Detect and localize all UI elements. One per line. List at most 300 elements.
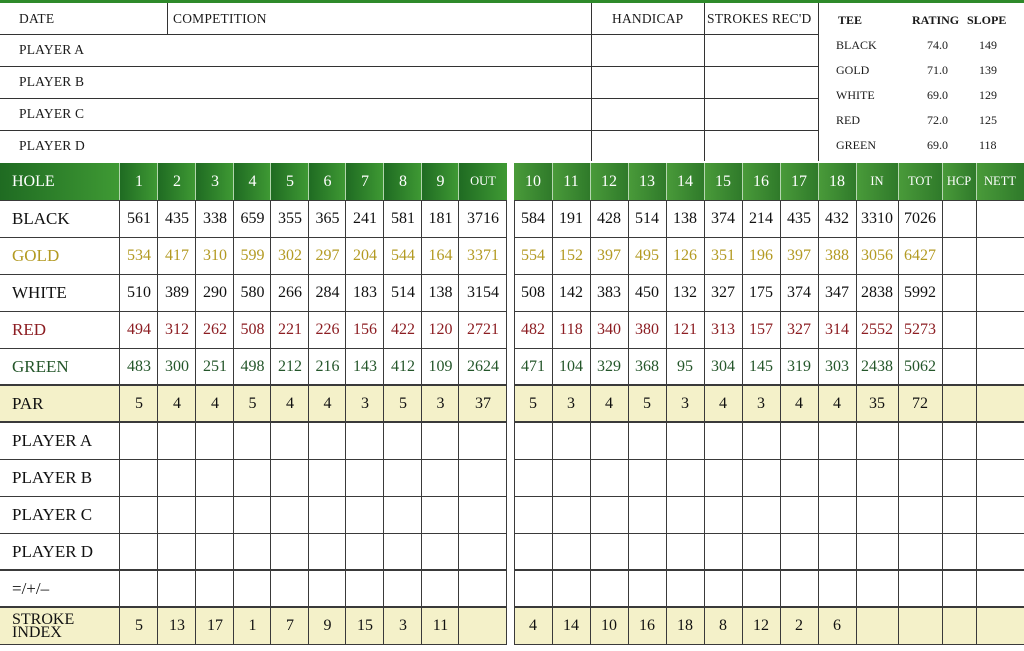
par-cell: 3 [666,385,704,422]
grid-line [0,348,507,349]
stroke-index-cell: 13 [158,607,196,644]
rating-row-tee: BLACK [836,38,877,52]
par-cell: 4 [590,385,628,422]
yardage-cell: 191 [559,209,583,227]
yardage-cell: 314 [825,320,849,338]
yardage-cell: 181 [428,209,453,227]
score-entry-cell[interactable] [459,422,507,459]
match-result-cell[interactable] [459,570,507,607]
score-entry-cell[interactable] [459,459,507,496]
score-entry-cell[interactable] [704,533,742,570]
rating-row-tee: WHITE [836,88,875,102]
tot-total-cell: 5273 [904,320,936,338]
yardage-cell: 514 [635,209,659,227]
score-entry-cell[interactable] [898,422,942,459]
score-entry-cell[interactable] [271,422,309,459]
hole-number-header: 10 [514,163,552,200]
strokes-received-label: STROKES REC'D [707,11,812,26]
score-entry-cell[interactable] [742,533,780,570]
stroke-index-cell: 15 [346,607,384,644]
score-entry-cell[interactable] [704,496,742,533]
score-entry-cell[interactable] [818,496,856,533]
score-entry-cell[interactable] [309,422,346,459]
hcp-cell [942,237,976,274]
score-entry-cell[interactable] [384,422,422,459]
score-entry-cell[interactable] [514,422,552,459]
match-result-cell[interactable] [976,570,1024,607]
player-row-label: PLAYER A [12,430,93,450]
par-cell: 5 [120,385,158,422]
nett-cell [976,200,1024,237]
par-out-cell: 37 [459,385,507,422]
grid-line [458,200,459,644]
tee-row-label: GOLD [12,245,60,265]
yardage-cell: 143 [353,357,377,375]
score-entry-cell[interactable] [704,422,742,459]
yardage-cell: 482 [521,320,545,338]
header-separator [590,163,591,200]
match-result-cell[interactable] [590,570,628,607]
yardage-cell: 544 [391,246,415,264]
scorecard-header [0,3,1024,161]
header-separator [704,163,705,200]
score-entry-cell[interactable] [309,459,346,496]
rating-row-rating: 72.0 [927,113,948,127]
match-result-cell[interactable] [780,570,818,607]
score-entry-cell[interactable] [514,496,552,533]
par-cell: 4 [158,385,196,422]
score-entry-cell[interactable] [158,533,196,570]
rating-row-slope: 129 [979,88,997,102]
score-entry-cell[interactable] [856,496,898,533]
header-separator [308,163,309,200]
score-entry-cell[interactable] [666,459,704,496]
stroke-index-cell: 6 [818,607,856,644]
score-entry-cell[interactable] [196,422,234,459]
header-separator [233,163,234,200]
match-result-cell[interactable] [234,570,271,607]
out-total-cell: 3154 [467,283,499,301]
player-row-label: PLAYER D [12,541,94,561]
nett-cell [976,348,1024,385]
match-result-cell[interactable] [666,570,704,607]
grid-line [421,200,422,644]
yardage-cell: 347 [825,283,849,301]
yardage-cell: 397 [597,246,621,264]
score-entry-cell[interactable] [384,496,422,533]
score-entry-cell[interactable] [780,496,818,533]
score-entry-cell[interactable] [780,459,818,496]
grid-line [818,200,819,644]
yardage-cell: 310 [203,246,227,264]
tot-total-cell: 5992 [904,283,936,301]
in-total-cell: 2552 [861,320,893,338]
score-entry-cell[interactable] [942,533,976,570]
match-result-cell[interactable] [942,570,976,607]
yardage-cell: 428 [597,209,621,227]
yardage-cell: 126 [673,246,697,264]
score-entry-cell[interactable] [818,422,856,459]
match-result-cell[interactable] [120,570,158,607]
score-entry-cell[interactable] [422,459,459,496]
score-entry-cell[interactable] [384,533,422,570]
stroke-index-cell: 3 [384,607,422,644]
score-entry-cell[interactable] [942,422,976,459]
yardage-cell: 388 [825,246,849,264]
match-result-cell[interactable] [552,570,590,607]
hole-number-header: 16 [742,163,780,200]
score-entry-cell[interactable] [158,422,196,459]
hole-number-header: 15 [704,163,742,200]
match-result-cell[interactable] [898,570,942,607]
score-entry-cell[interactable] [704,459,742,496]
yardage-cell: 389 [165,283,189,301]
score-entry-cell[interactable] [942,459,976,496]
yardage-cell: 581 [391,209,415,227]
score-entry-cell[interactable] [309,533,346,570]
match-result-cell[interactable] [384,570,422,607]
header-separator [898,163,899,200]
yardage-cell: 95 [677,357,693,375]
in-total-cell: 3056 [861,246,893,264]
score-entry-cell[interactable] [459,496,507,533]
match-result-cell[interactable] [309,570,346,607]
score-entry-cell[interactable] [422,533,459,570]
grid-line [0,459,507,460]
yardage-cell: 121 [673,320,697,338]
score-entry-cell[interactable] [514,533,552,570]
hole-number-header: 9 [422,163,459,200]
stroke-index-cell: 10 [590,607,628,644]
yardage-cell: 120 [428,320,453,338]
yardage-cell: 262 [203,320,227,338]
score-entry-cell[interactable] [346,496,384,533]
score-entry-cell[interactable] [422,496,459,533]
yardage-cell: 380 [635,320,659,338]
date-label: DATE [19,11,55,26]
yardage-cell: 327 [787,320,811,338]
yardage-cell: 175 [749,283,773,301]
par-cell: 4 [780,385,818,422]
score-entry-cell[interactable] [158,459,196,496]
score-entry-cell[interactable] [271,496,309,533]
score-entry-cell[interactable] [590,422,628,459]
grid-line [0,533,507,534]
yardage-cell: 374 [711,209,735,227]
grid-line [856,200,857,644]
yardage-cell: 142 [559,283,583,301]
hole-number-header: 11 [552,163,590,200]
match-result-cell[interactable] [628,570,666,607]
out-header: OUT [459,163,507,200]
header-separator [856,163,857,200]
score-entry-cell[interactable] [309,496,346,533]
in-total-cell: 3310 [861,209,893,227]
score-entry-cell[interactable] [384,459,422,496]
score-entry-cell[interactable] [120,422,158,459]
score-entry-cell[interactable] [666,533,704,570]
score-entry-cell[interactable] [742,422,780,459]
match-result-cell[interactable] [856,570,898,607]
yardage-cell: 214 [749,209,773,227]
par-cell: 3 [552,385,590,422]
score-entry-cell[interactable] [742,459,780,496]
rating-row-rating: 69.0 [927,88,948,102]
score-entry-cell[interactable] [780,533,818,570]
yardage-cell: 508 [240,320,265,338]
score-entry-cell[interactable] [898,459,942,496]
par-tot-cell: 72 [898,385,942,422]
rating-row-slope: 125 [979,113,997,127]
par-cell: 4 [196,385,234,422]
score-entry-cell[interactable] [234,533,271,570]
grid-line [0,384,507,386]
match-result-cell[interactable] [818,570,856,607]
grid-line [590,200,591,644]
nett-cell [976,311,1024,348]
par-cell: 3 [742,385,780,422]
yardage-cell: 312 [165,320,189,338]
score-entry-cell[interactable] [514,459,552,496]
tot-total-cell: 6427 [904,246,936,264]
score-entry-cell[interactable] [976,459,1024,496]
score-entry-cell[interactable] [271,459,309,496]
grid-line [0,606,507,608]
score-entry-cell[interactable] [898,496,942,533]
yardage-cell: 319 [787,357,811,375]
score-entry-cell[interactable] [590,496,628,533]
score-entry-cell[interactable] [552,422,590,459]
player-a-name-label: PLAYER A [19,42,85,57]
yardage-cell: 584 [521,209,545,227]
yardage-cell: 417 [165,246,189,264]
score-entry-cell[interactable] [234,459,271,496]
grid-line [942,200,943,644]
grid-line [704,200,705,644]
grid-line [345,200,346,644]
score-entry-cell[interactable] [234,422,271,459]
score-entry-cell[interactable] [120,496,158,533]
match-result-cell[interactable] [742,570,780,607]
stroke-index-cell: 7 [271,607,309,644]
stroke-index-out-cell [459,607,507,644]
score-entry-cell[interactable] [628,533,666,570]
header-separator [552,163,553,200]
yardage-cell: 300 [165,357,189,375]
tee-row-label: BLACK [12,208,70,228]
yardage-cell: 226 [315,320,340,338]
yardage-cell: 534 [127,246,151,264]
score-entry-cell[interactable] [976,533,1024,570]
yardage-cell: 508 [521,283,545,301]
in-header: IN [856,163,898,200]
yardage-cell: 368 [635,357,659,375]
grid-line [976,200,977,644]
grid-line [119,200,120,644]
stroke-index-blank-cell [976,607,1024,644]
grid-line [233,200,234,644]
yardage-cell: 302 [278,246,302,264]
player-row-label: PLAYER B [12,467,93,487]
header-separator [666,163,667,200]
header-separator [742,163,743,200]
header-separator [628,163,629,200]
rating-row-slope: 139 [979,63,997,77]
out-total-cell: 2721 [467,320,499,338]
score-entry-cell[interactable] [346,422,384,459]
hole-number-header: 17 [780,163,818,200]
out-total-cell: 3371 [467,246,499,264]
score-entry-cell[interactable] [120,533,158,570]
hole-number-header: 18 [818,163,856,200]
yardage-cell: 365 [315,209,340,227]
score-entry-cell[interactable] [590,533,628,570]
rating-row-tee: RED [836,113,860,127]
player-d-name-label: PLAYER D [19,138,85,153]
score-entry-cell[interactable] [158,496,196,533]
stroke-index-cell: 14 [552,607,590,644]
hcp-cell [942,348,976,385]
score-entry-cell[interactable] [818,533,856,570]
score-entry-cell[interactable] [666,496,704,533]
score-entry-cell[interactable] [818,459,856,496]
match-result-label: =/+/– [12,578,50,598]
hole-number-header: 1 [120,163,158,200]
yardage-cell: 494 [127,320,151,338]
score-entry-cell[interactable] [628,496,666,533]
score-entry-cell[interactable] [346,533,384,570]
match-result-cell[interactable] [704,570,742,607]
match-result-cell[interactable] [514,570,552,607]
score-entry-cell[interactable] [976,496,1024,533]
nett-header: NETT [976,163,1024,200]
yardage-cell: 164 [428,246,453,264]
yardage-cell: 510 [127,283,151,301]
yardage-cell: 340 [597,320,621,338]
player-b-name-label: PLAYER B [19,74,85,89]
score-entry-cell[interactable] [856,422,898,459]
header-separator [780,163,781,200]
score-entry-cell[interactable] [898,533,942,570]
nett-cell [976,237,1024,274]
grid-line [628,200,629,644]
grid-line [0,311,507,312]
score-entry-cell[interactable] [234,496,271,533]
score-entry-cell[interactable] [120,459,158,496]
stroke-index-cell: 5 [120,607,158,644]
yardage-cell: 183 [353,283,377,301]
yardage-cell: 266 [278,283,302,301]
score-entry-cell[interactable] [552,533,590,570]
grid-line [742,200,743,644]
score-entry-cell[interactable] [422,422,459,459]
par-cell: 5 [514,385,552,422]
score-entry-cell[interactable] [856,459,898,496]
header-separator [270,163,271,200]
score-entry-cell[interactable] [459,533,507,570]
tee-row-label: GREEN [12,356,69,376]
match-result-cell[interactable] [196,570,234,607]
grid-line [270,200,271,644]
par-row-label: PAR [0,385,120,422]
out-total-cell: 2624 [467,357,499,375]
stroke-index-cell: 4 [514,607,552,644]
in-total-cell: 2838 [861,283,893,301]
yardage-cell: 157 [749,320,773,338]
match-result-cell[interactable] [346,570,384,607]
score-entry-cell[interactable] [942,496,976,533]
yardage-cell: 156 [353,320,377,338]
header-separator [818,163,819,200]
yardage-cell: 196 [749,246,773,264]
score-entry-cell[interactable] [196,533,234,570]
par-cell: 4 [704,385,742,422]
score-entry-cell[interactable] [780,422,818,459]
score-entry-cell[interactable] [552,496,590,533]
stroke-index-blank-cell [942,607,976,644]
match-result-cell[interactable] [158,570,196,607]
ratings-slope-header: SLOPE [967,13,1007,27]
nett-cell [976,274,1024,311]
stroke-index-label-line1: STROKE [12,610,75,628]
score-entry-cell[interactable] [666,422,704,459]
header-separator [195,163,196,200]
score-entry-cell[interactable] [196,496,234,533]
yardage-cell: 145 [749,357,773,375]
par-cell: 3 [422,385,459,422]
par-cell: 5 [384,385,422,422]
score-entry-cell[interactable] [856,533,898,570]
yardage-cell: 251 [203,357,227,375]
grid-line [514,200,515,644]
yardage-cell: 109 [428,357,453,375]
grid-line [0,496,507,497]
score-entry-cell[interactable] [196,459,234,496]
rating-row-tee: GREEN [836,138,876,152]
stroke-index-cell: 9 [309,607,346,644]
yardage-cell: 221 [278,320,302,338]
hcp-cell [942,200,976,237]
score-entry-cell[interactable] [346,459,384,496]
score-entry-cell[interactable] [590,459,628,496]
score-entry-cell[interactable] [976,422,1024,459]
hcp-cell [942,274,976,311]
score-entry-cell[interactable] [742,496,780,533]
hcp-cell [942,311,976,348]
yardage-cell: 327 [711,283,735,301]
stroke-index-cell: 11 [422,607,459,644]
yardage-cell: 297 [315,246,340,264]
score-entry-cell[interactable] [552,459,590,496]
yardage-cell: 580 [240,283,265,301]
hole-number-header: 13 [628,163,666,200]
yardage-cell: 450 [635,283,659,301]
stroke-index-cell: 17 [196,607,234,644]
stroke-index-blank-cell [856,607,898,644]
score-entry-cell[interactable] [628,422,666,459]
score-entry-cell[interactable] [628,459,666,496]
yardage-cell: 495 [635,246,659,264]
out-total-cell: 3716 [467,209,499,227]
yardage-cell: 412 [391,357,415,375]
yardage-cell: 432 [825,209,849,227]
yardage-cell: 599 [240,246,265,264]
match-result-cell[interactable] [422,570,459,607]
match-result-cell[interactable] [271,570,309,607]
grid-line [780,200,781,644]
score-entry-cell[interactable] [271,533,309,570]
stroke-index-cell: 8 [704,607,742,644]
